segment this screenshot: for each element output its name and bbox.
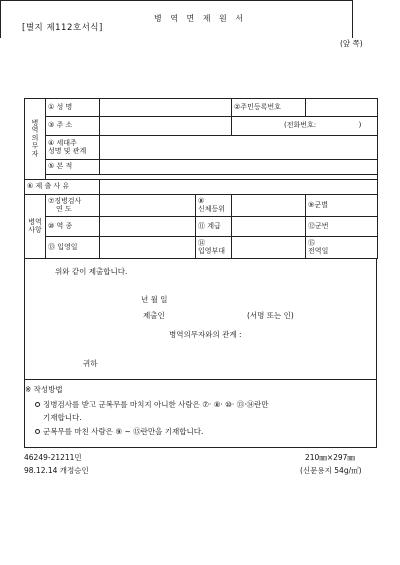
resident-number-label: ②주민등록번호	[232, 99, 306, 117]
declaration-statement: 위와 같이 제출합니다.	[55, 267, 128, 276]
resident-number-field[interactable]	[306, 99, 378, 117]
branch-label: ⑨군별	[306, 195, 378, 217]
reason-label: ⑥ 제 출 사 유	[25, 180, 100, 195]
addressee: 귀하	[83, 359, 98, 368]
paper-spec: (신문용지 54g/㎡)	[300, 466, 362, 475]
origin-label: ⑤ 본 적	[46, 160, 100, 175]
name-label: ① 성 명	[46, 99, 100, 117]
enlist-date-field[interactable]	[100, 237, 196, 259]
body-grade-field[interactable]	[232, 195, 306, 217]
service-type-label: ⑩ 역 종	[46, 217, 100, 237]
origin-field[interactable]	[100, 160, 378, 175]
instruction-1-cont: 기재합니다.	[43, 413, 82, 422]
submitter-label: 제출인	[143, 311, 165, 320]
exam-year-label: ⑦징병검사 연 도	[46, 195, 100, 217]
declaration-section	[24, 258, 377, 380]
instructions-section	[24, 380, 377, 448]
rank-field[interactable]	[232, 217, 306, 237]
discharge-date-label: ⑮ 전역일	[306, 237, 378, 259]
reason-field[interactable]	[100, 180, 378, 195]
address-label: ③ 주 소	[46, 117, 100, 136]
rank-label: ⑪ 계급	[196, 217, 232, 237]
instruction-1: 징병검사를 받고 군복무를 마치지 아니한 사람은 ⑦· ⑧· ⑩· ⑬·⑭란만	[35, 401, 269, 410]
date-line: 년 월 일	[141, 295, 168, 304]
military-group-label: 병역 사항	[25, 195, 46, 259]
household-head-field[interactable]	[100, 136, 378, 160]
signature-note: (서명 또는 인)	[247, 311, 294, 320]
service-type-field[interactable]	[100, 217, 196, 237]
page-side-label: (앞 쪽)	[340, 39, 363, 48]
name-field[interactable]	[100, 99, 232, 117]
relation-label: 병역의무자와의 관계 :	[169, 330, 242, 339]
instructions-heading: ※ 작성방법	[25, 385, 63, 394]
enlist-unit-field[interactable]	[232, 237, 306, 259]
bullet-icon	[35, 402, 40, 407]
form-code: 46249-21211민	[24, 453, 82, 462]
service-number-label: ⑫군번	[306, 217, 378, 237]
application-table	[24, 98, 378, 259]
bullet-icon	[35, 429, 40, 434]
enlist-date-label: ⑬ 입영일	[46, 237, 100, 259]
applicant-group-label: 병 역 의 무 자	[25, 99, 46, 180]
approval-note: 98.12.14 개정승인	[24, 466, 89, 475]
form-number: [별지 제112호서식]	[22, 23, 103, 33]
phone-label: (전화번호:	[284, 121, 317, 130]
exam-year-field[interactable]	[100, 195, 196, 217]
body-grade-label: ⑧ 신체등위	[196, 195, 232, 217]
paper-size: 210㎜×297㎜	[305, 453, 355, 462]
enlist-unit-label: ⑭ 입영부대	[196, 237, 232, 259]
instruction-2: 군복무를 마친 사람은 ⑨ ~ ⑮란만을 기재합니다.	[35, 428, 203, 437]
household-head-label: ④ 세대주 성명 및 관계	[46, 136, 100, 160]
phone-close: )	[358, 121, 362, 130]
form-title: 병 역 면 제 원 서	[153, 14, 247, 23]
phone-field[interactable]	[232, 117, 378, 136]
address-field[interactable]	[100, 117, 232, 136]
